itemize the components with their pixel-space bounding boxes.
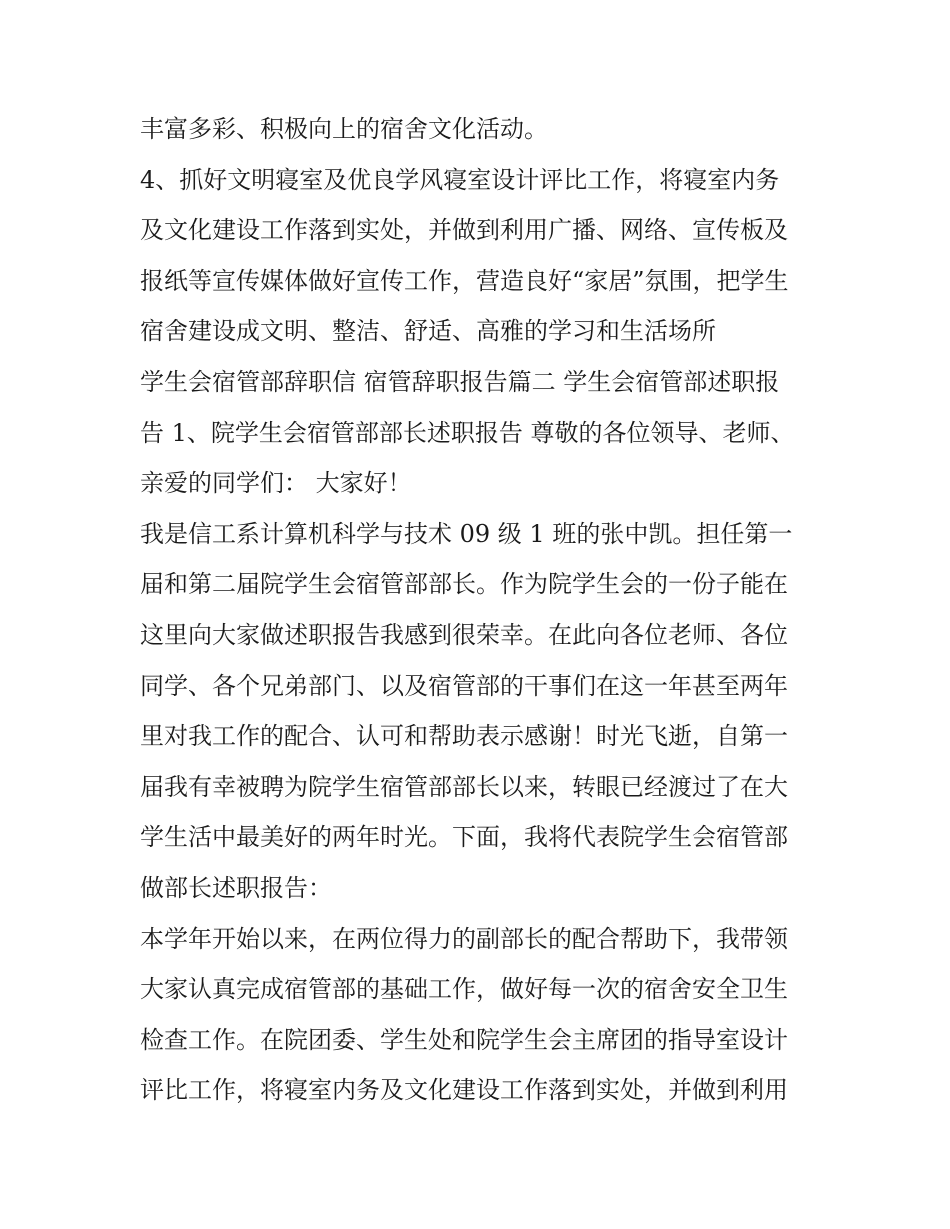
text-line: 里对我工作的配合、认可和帮助表示感谢！时光飞逝，自第一 xyxy=(140,722,788,751)
text-line: 届和第二届院学生会宿管部部长。作为院学生会的一份子能在 xyxy=(140,570,788,599)
text-line: 届我有幸被聘为院学生宿管部部长以来，转眼已经渡过了在大 xyxy=(140,772,788,801)
text-line: 这里向大家做述职报告我感到很荣幸。在此向各位老师、各位 xyxy=(140,620,788,649)
text-line: 做部长述职报告： xyxy=(140,873,332,902)
text-line: 检查工作。在院团委、学生处和院学生会主席团的指导室设计 xyxy=(140,1025,788,1054)
text-line: 4、抓好文明寝室及优良学风寝室设计评比工作，将寝室内务 xyxy=(140,165,780,194)
text-line: 大家认真完成宿管部的基础工作，做好每一次的宿舍安全卫生 xyxy=(140,975,788,1004)
text-line: 亲爱的同学们： 大家好！ xyxy=(140,469,412,498)
text-line: 报纸等宣传媒体做好宣传工作，营造良好“家居”氛围，把学生 xyxy=(140,266,789,295)
text-line: 本学年开始以来，在两位得力的副部长的配合帮助下，我带领 xyxy=(140,924,788,953)
document-body xyxy=(140,107,820,1119)
text-line: 学生会宿管部辞职信 宿管辞职报告篇二 学生会宿管部述职报 xyxy=(140,367,780,396)
text-line: 及文化建设工作落到实处，并做到利用广播、网络、宣传板及 xyxy=(140,216,788,245)
text-line: 同学、各个兄弟部门、以及宿管部的干事们在这一年甚至两年 xyxy=(140,671,788,700)
text-line: 丰富多彩、积极向上的宿舍文化活动。 xyxy=(140,115,548,143)
text-line: 评比工作，将寝室内务及文化建设工作落到实处，并做到利用 xyxy=(140,1076,788,1105)
text-line: 宿舍建设成文明、整洁、舒适、高雅的学习和生活场所 xyxy=(140,317,716,346)
text-line: 告 1、院学生会宿管部部长述职报告 尊敬的各位领导、老师、 xyxy=(140,418,795,447)
text-line: 学生活中最美好的两年时光。下面，我将代表院学生会宿管部 xyxy=(140,823,788,852)
text-line: 我是信工系计算机科学与技术 09 级 1 班的张中凯。担任第一 xyxy=(140,519,793,548)
